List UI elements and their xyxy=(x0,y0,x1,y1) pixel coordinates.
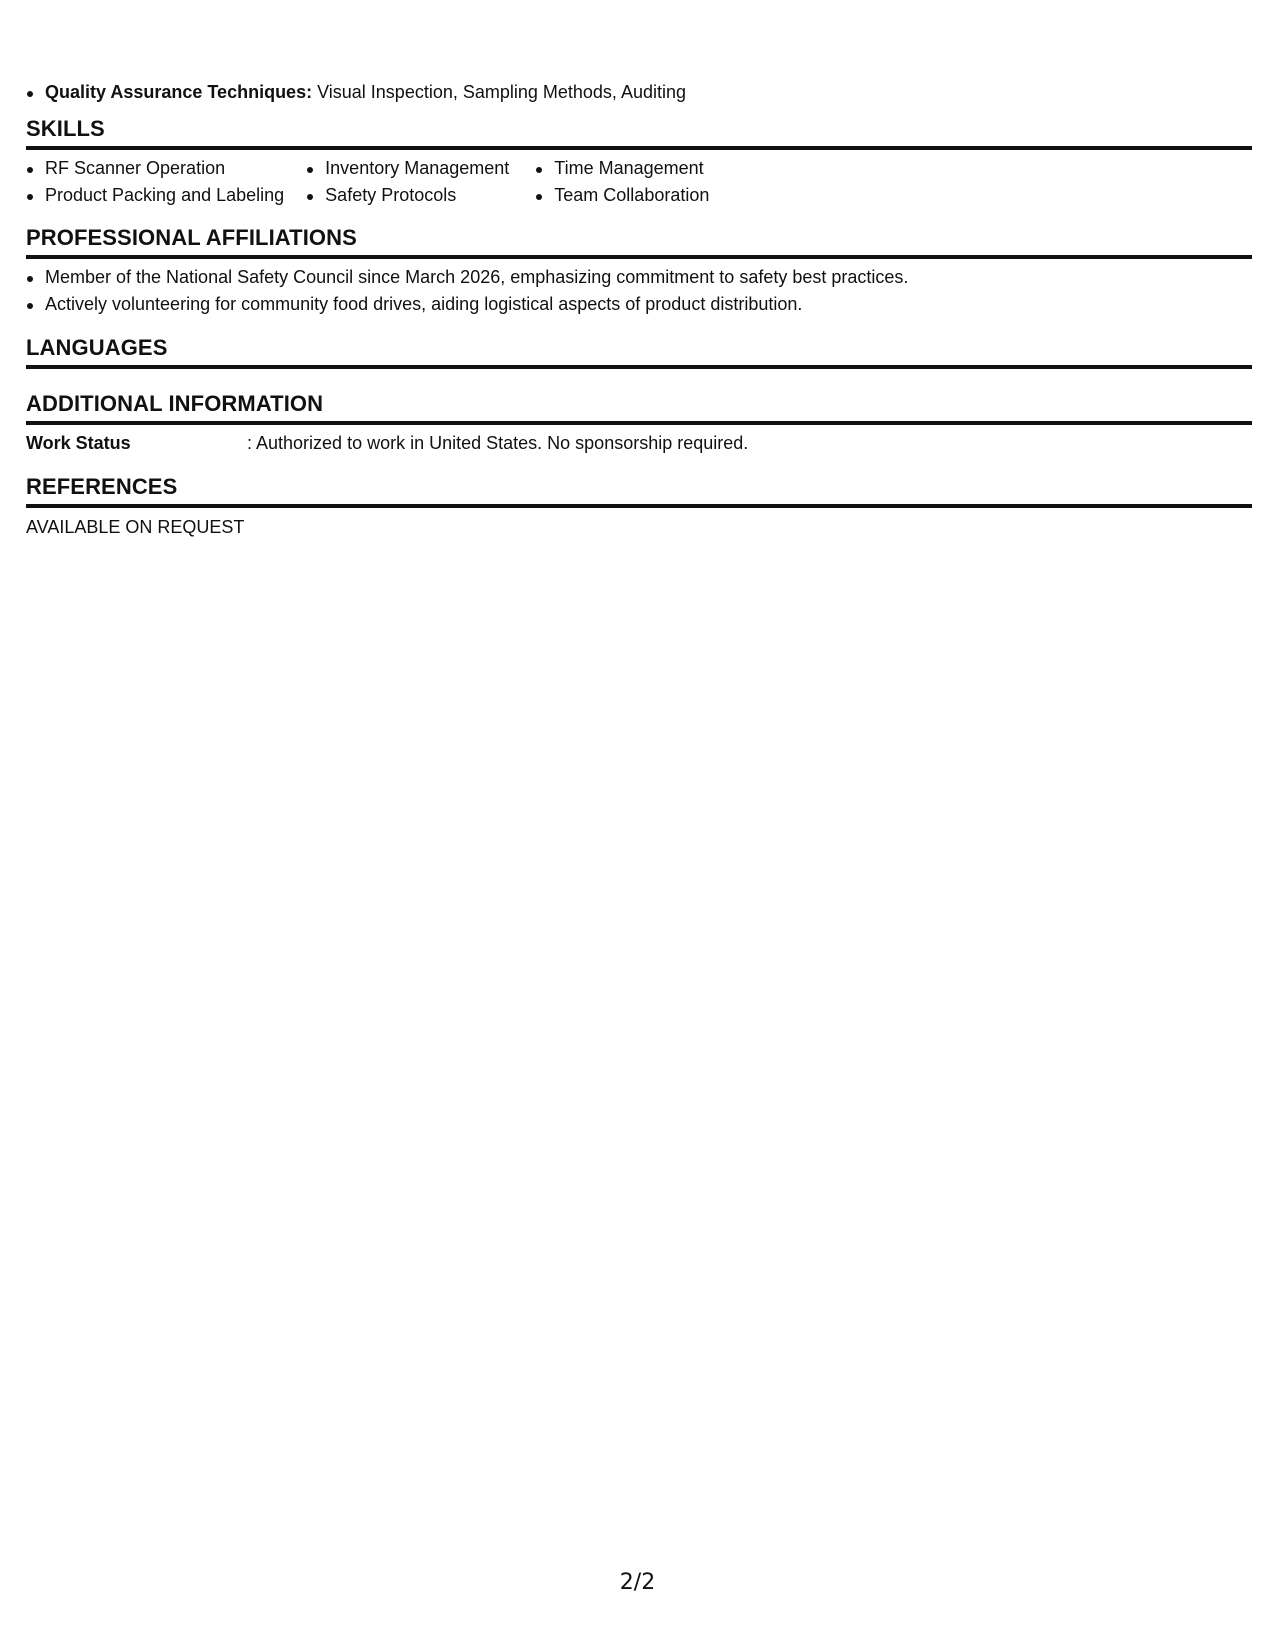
list-item xyxy=(26,79,686,106)
skill-item: Inventory Management xyxy=(306,155,509,182)
affiliation-item: Member of the National Safety Council since March 2026, emphasizing commitment to safety best practices. xyxy=(26,264,1252,291)
affiliations-list xyxy=(26,264,1252,318)
section-divider xyxy=(26,255,1252,259)
skill-item: Time Management xyxy=(535,155,709,182)
affiliations-section xyxy=(26,224,1252,318)
skills-grid xyxy=(26,155,1252,209)
languages-section xyxy=(26,334,1252,369)
work-status-label: Work Status xyxy=(26,433,131,453)
section-title-references: REFERENCES xyxy=(26,474,178,499)
skill-item: RF Scanner Operation xyxy=(26,155,284,182)
section-title-skills: SKILLS xyxy=(26,116,105,141)
work-status-row xyxy=(26,430,1252,456)
section-title-languages: LANGUAGES xyxy=(26,335,168,360)
skills-column-2 xyxy=(306,155,509,209)
work-status-value: : Authorized to work in United States. No sponsorship required. xyxy=(247,433,749,453)
qa-techniques-text: Visual Inspection, Sampling Methods, Auditing xyxy=(317,82,686,102)
skill-item: Team Collaboration xyxy=(535,182,709,209)
section-divider xyxy=(26,504,1252,508)
references-section xyxy=(26,473,1252,540)
skill-item: Safety Protocols xyxy=(306,182,509,209)
skills-section xyxy=(26,115,1252,209)
affiliation-item: Actively volunteering for community food drives, aiding logistical aspects of product distribution. xyxy=(26,291,1252,318)
section-divider xyxy=(26,421,1252,425)
skills-column-3 xyxy=(535,155,709,209)
section-divider xyxy=(26,365,1252,369)
qa-techniques-label: Quality Assurance Techniques: xyxy=(45,82,313,102)
additional-info-section xyxy=(26,390,1252,456)
references-text: AVAILABLE ON REQUEST xyxy=(26,517,245,537)
skills-column-1 xyxy=(26,155,284,209)
section-divider xyxy=(26,146,1252,150)
section-title-affiliations: PROFESSIONAL AFFILIATIONS xyxy=(26,225,357,250)
section-title-additional-info: ADDITIONAL INFORMATION xyxy=(26,391,324,416)
skill-item: Product Packing and Labeling xyxy=(26,182,284,209)
page-number: 2/2 xyxy=(619,1570,656,1595)
skills-detail-list xyxy=(26,79,686,106)
